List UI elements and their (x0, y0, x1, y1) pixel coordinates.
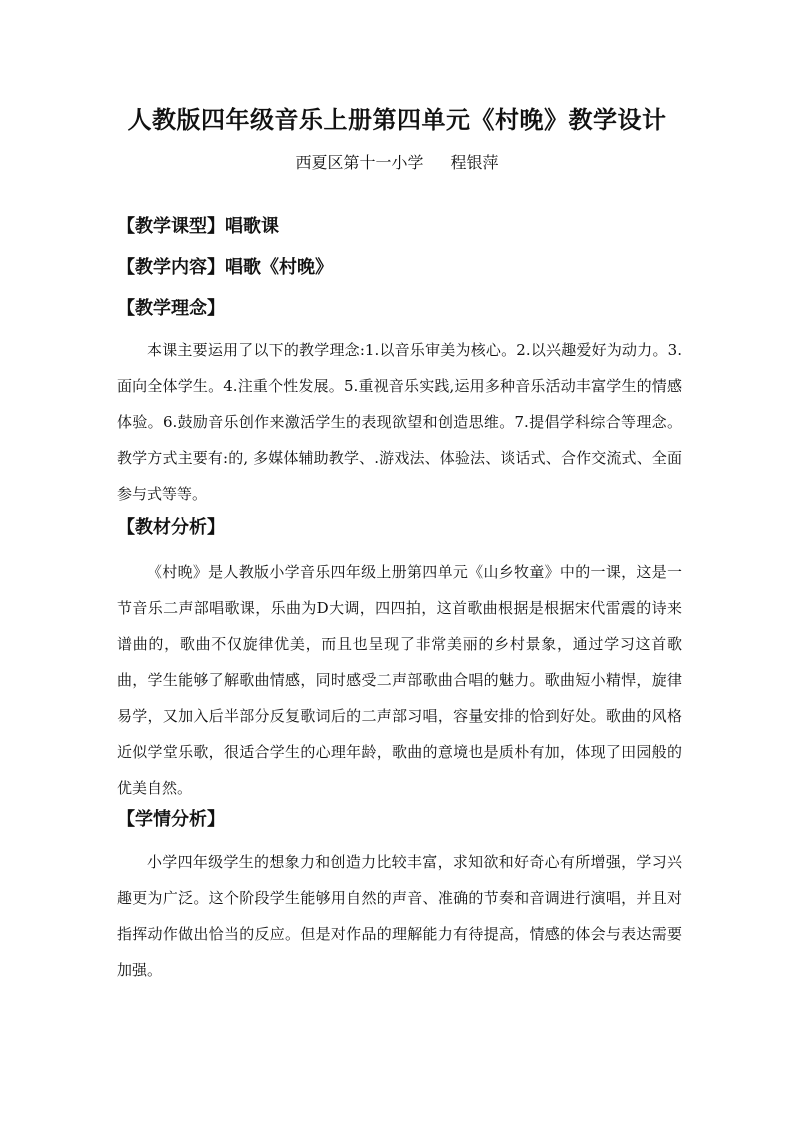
content-value: 唱歌《村晚》 (225, 257, 333, 278)
students-heading: 【学情分析】 (117, 809, 225, 830)
content-label: 【教学内容】 (117, 257, 225, 278)
author-line (0, 150, 794, 173)
philosophy-text: 本课主要运用了以下的教学理念:1.以音乐审美为核心。2.以兴趣爱好为动力。3.面向全体学生。4.注重个性发展。5.重视音乐实践,运用多种音乐活动丰富学生的情感体验。6.鼓励音乐创作来激活学生的表现欲望和创造思维。7.提倡学科综合等理念。教学方式主要有:的, 多媒体辅助教学、.游戏法、体验法、谈话式、合作交流式、全面参与式等等。 (117, 341, 682, 503)
course-type-line (117, 213, 279, 241)
students-paragraph (117, 844, 682, 988)
course-type-label: 【教学课型】 (117, 216, 225, 237)
course-type-value: 唱歌课 (225, 216, 279, 237)
philosophy-paragraph (117, 332, 682, 512)
material-text: 《村晚》是人教版小学音乐四年级上册第四单元《山乡牧童》中的一课，这是一节音乐二声部唱歌课，乐曲为D大调，四四拍，这首歌曲根据是根据宋代雷震的诗来谱曲的，歌曲不仅旋律优美，而且也呈现了非常美丽的乡村景象，通过学习这首歌曲，学生能够了解歌曲情感，同时感受二声部歌曲合唱的魅力。歌曲短小精悍，旋律易学，又加入后半部分反复歌词后的二声部习唱，容量安排的恰到好处。歌曲的风格近似学堂乐歌，很适合学生的心理年龄，歌曲的意境也是质朴有加，体现了田园般的优美自然。 (117, 563, 682, 797)
material-paragraph (117, 554, 682, 806)
content-line (117, 254, 333, 282)
material-heading: 【教材分析】 (117, 517, 225, 538)
philosophy-heading: 【教学理念】 (117, 298, 225, 319)
author-name: 程银萍 (450, 153, 499, 172)
author-school: 西夏区第十一小学 (295, 153, 424, 172)
document-title: 人教版四年级音乐上册第四单元《村晚》教学设计 (127, 105, 667, 134)
students-text: 小学四年级学生的想象力和创造力比较丰富，求知欲和好奇心有所增强，学习兴趣更为广泛。这个阶段学生能够用自然的声音、准确的节奏和音调进行演唱，并且对指挥动作做出恰当的反应。但是对作品的理解能力有待提高，情感的体会与表达需要加强。 (117, 853, 682, 979)
